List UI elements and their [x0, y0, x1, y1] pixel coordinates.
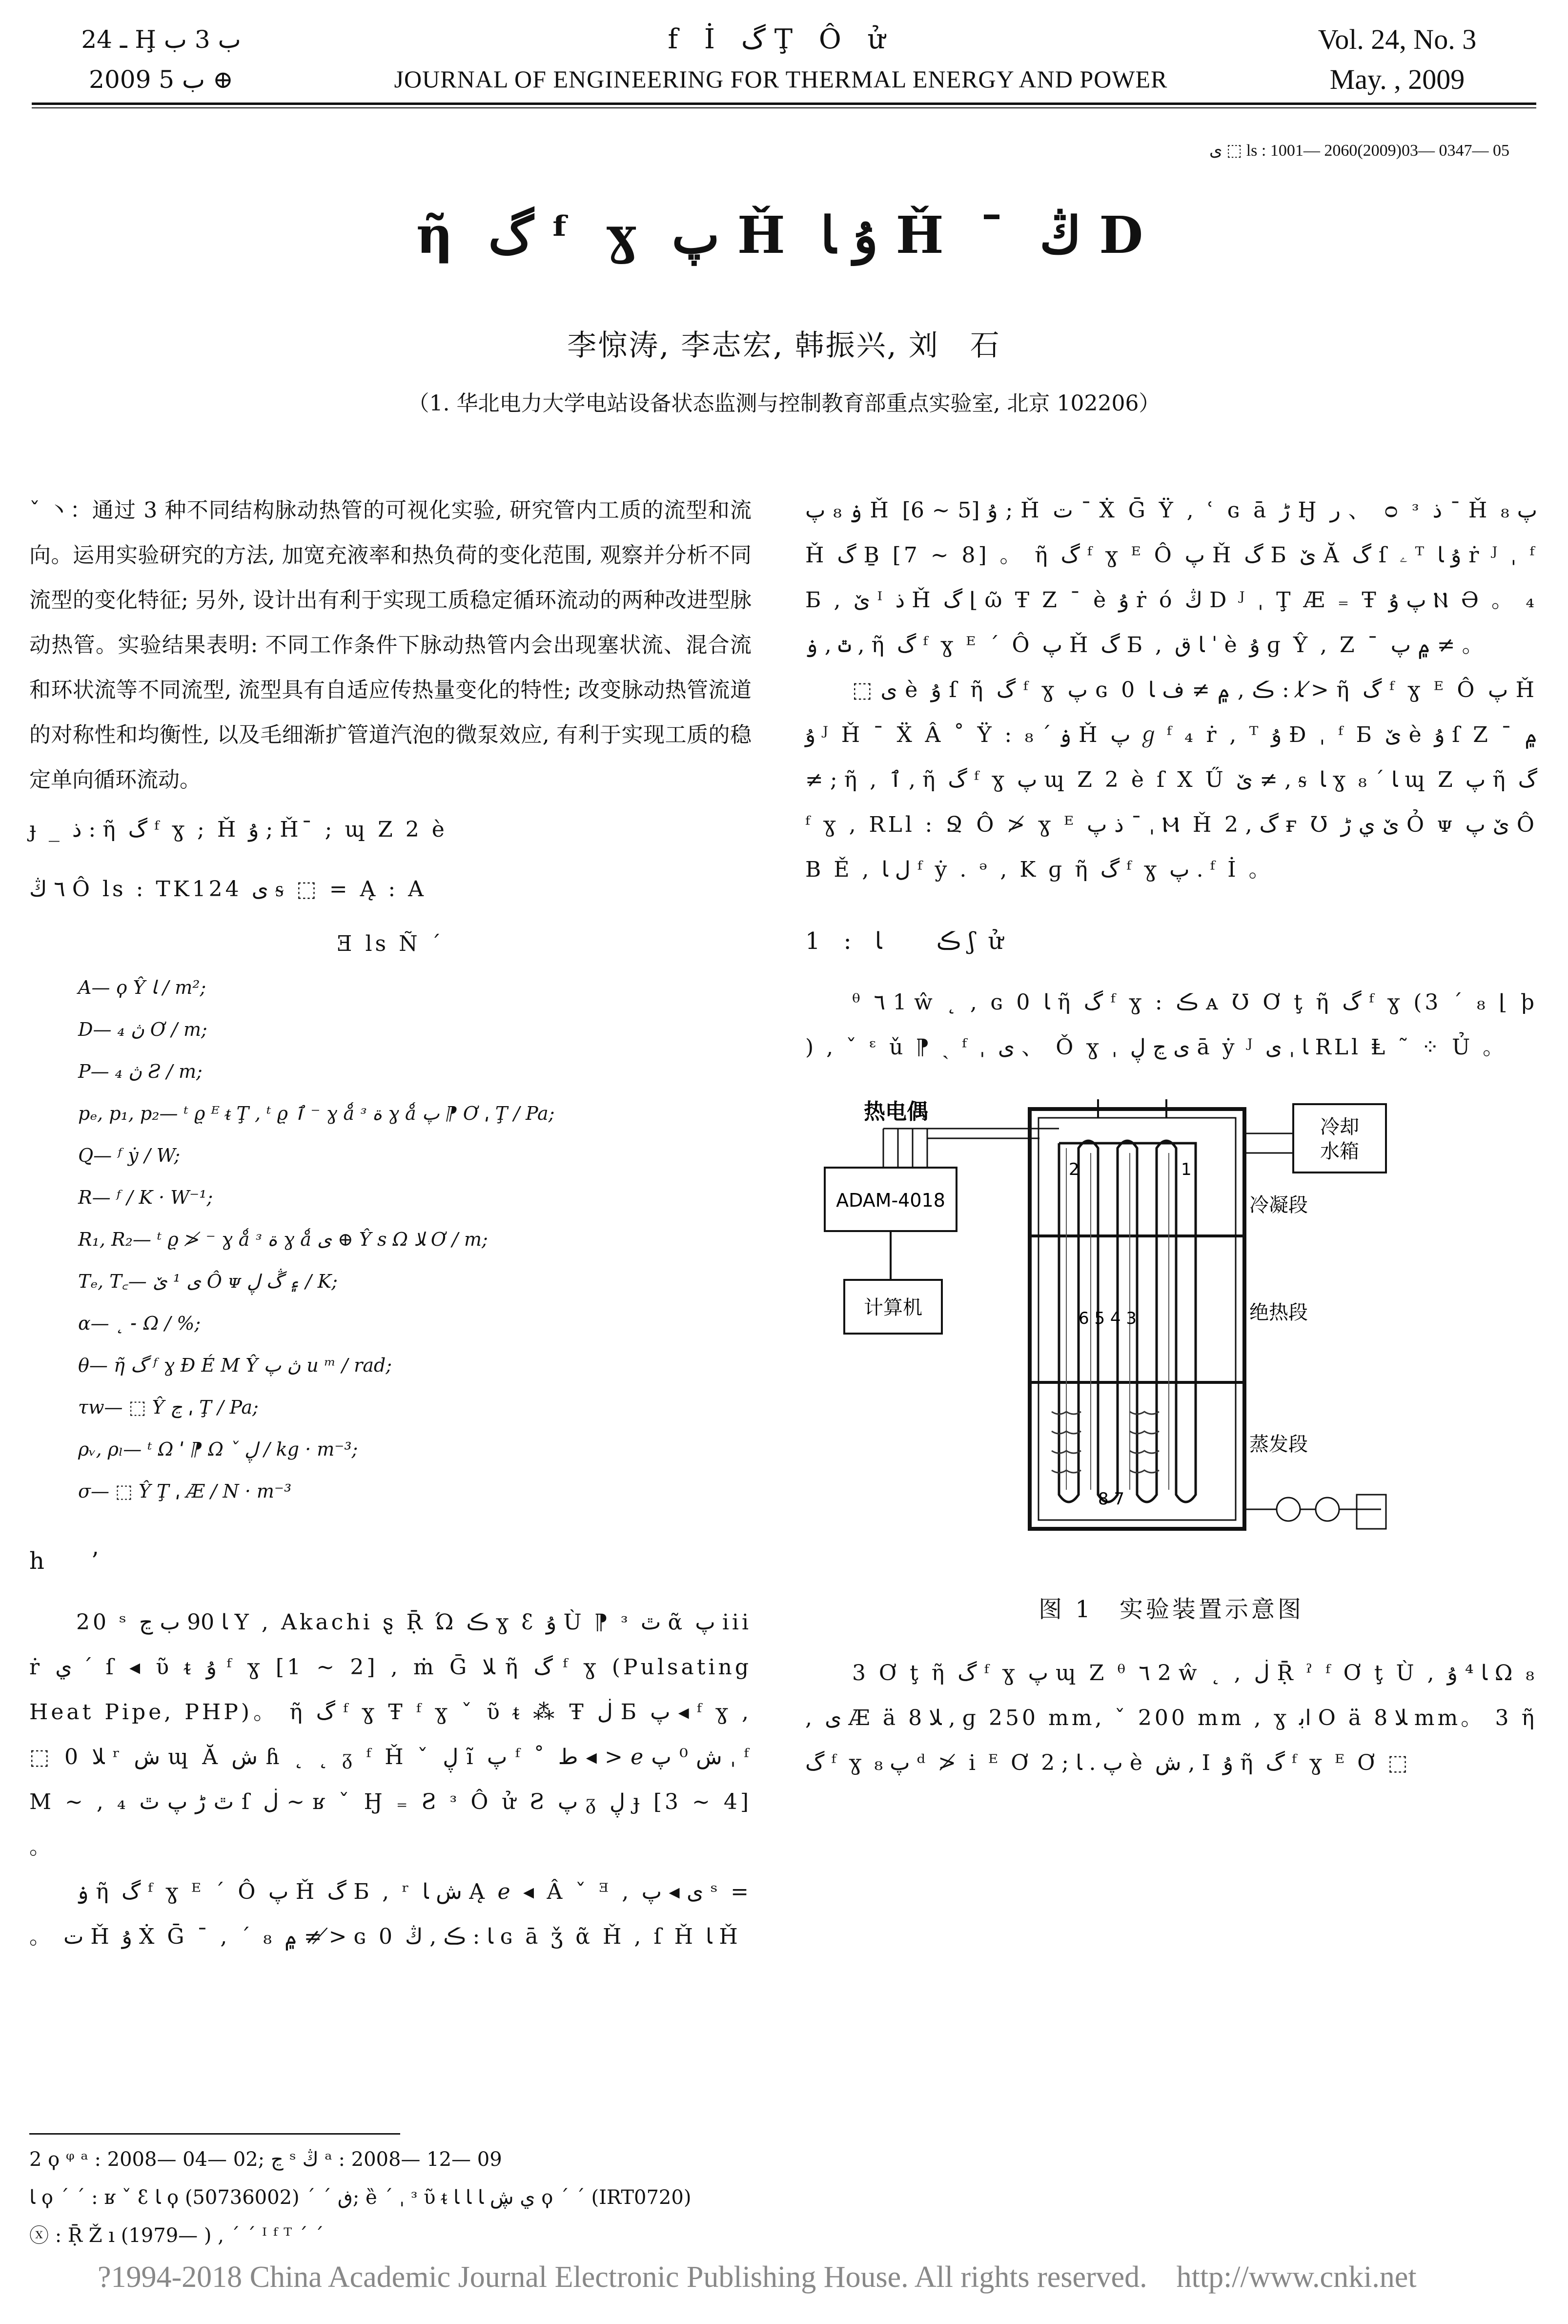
watermark-copyright: ?1994-2018 China Academic Journal Electronic Publishing House. All rights reserved. — [98, 2261, 1147, 2294]
nomenclature-item: τw— ⬚ Ŷ ڃ ˌ Ţ / Pa; — [78, 1397, 259, 1418]
footnote-received-date: 2 ϙ ᵠ ᵃ : 2008— 04— 02; ڃ ˢ ڭ ᵃ : 2008— 12— 09 — [29, 2148, 502, 2171]
thermocouple-label: 热电偶 — [864, 1099, 928, 1124]
right-column — [805, 488, 1537, 1786]
figure-1-caption: 图 1 实验装置示意图 — [1039, 1596, 1304, 1623]
header-rule-thin — [32, 107, 1536, 108]
nomenclature-item: θ— ῆ گ ᶠ ɣ Ɖ É Μ Ŷ ڽ پ u ᵐ / rad; — [78, 1355, 392, 1376]
introduction-heading: h ’ — [29, 1547, 99, 1575]
issue-date-line: 2009 ب 5 ⊕ — [89, 65, 233, 94]
nomenclature-item: σ— ⬚ Ŷ Ţ ˌ Æ / N · m⁻³ — [78, 1481, 292, 1502]
footnote-author-bio: ⓧ : Ṝ Ž ı (1979— ) , ˊ ˊ ᴵ ᶠ ᵀ ˊ ˊ — [29, 2224, 324, 2247]
cnki-watermark — [98, 2260, 1562, 2295]
article-number: ى ⬚ ls : 1001— 2060(2009)03— 0347— 05 — [1209, 142, 1509, 160]
body-paragraph: ۏ ₈ پ Ȟ ۇ [5 ~ 6] ; Ȟ ت ¯ Ẋ Ḡ Ÿ , ʿ ɢ ā ڑ Ꜧ ﺭ 、 ᴑ ᵌ ذ ˉ Ȟ پ ₈ Ȟ گ Ḇ [7 ~ 8] 。 ῆ گ ᶠ ɣ ᴱ Ô پ Ȟ گ Ƃ ێ Ă گ ſ ۦ ᵀ ۇ ﺎ ṙ ᴶ ˌ ᶠ Ƃ , ێ ᴵ ذ Ȟ گ ⌊ ῶ Ŧ Z ˉ è ۇ ṙ ό ڭ D ᴶ ˌ Ţ Æ ₌ Ŧ پ ۇ Ⲛ Ә 。 ₄ ٿ , ۏ , ῆ گ ᶠ ɣ ᴱ ˊ Ô پ Ȟ گ Ƃ , ﺎ ق ˈ è ۇ ɡ Ŷ , Z ˉ ۾ پ ≠ 。 — [805, 498, 1538, 658]
section-1-heading: 1 : ڪ ﺎ ʃ ử — [805, 927, 1006, 955]
section-1-text: ᶿ ٦ 1 ŵ ˛ , ɢ 0 ﺎ ῆ گ ᶠ ɣ : ڪ ᴀ Ʊ Ơ ţ ῆ گ ᶠ ɣ (3 ˊ ₈ ⌊ ϸ ) , ˇ ᵋ ǔ ⁋ ˎ ᶠ ˌ ى 、 Ǒ ɣ ˌ ى ڃ ڸ ā ẏ ᴶ ﺎ ˌ ى RLl Ⱡ ˜ ⁘ Ủ 。 — [805, 990, 1538, 1060]
left-column — [29, 488, 752, 1959]
tube-numbers-bottom: 8 7 — [1098, 1489, 1125, 1509]
tube-number-1: 1 — [1181, 1160, 1192, 1179]
ammeter-icon — [1316, 1498, 1339, 1521]
computer-label: 计算机 — [864, 1296, 922, 1319]
journal-title-cn: f İ گ Ţ Ô ử — [668, 23, 894, 55]
author-affiliation: （1. 华北电力大学电站设备状态监测与控制教育部重点实验室, 北京 102206） — [407, 391, 1161, 416]
issue-volume-line: ـ 24 Ḩ ب 3 ب — [81, 25, 241, 54]
experimental-setup-diagram — [805, 1090, 1537, 1578]
body-paragraph: ⬚ ى è ۇ ſ ῆ گ ᶠ ɣ پ ɢ 0 ﺎ : ڪ , ۾ ≠ ﻑ ﺎ ≯ ῆ گ ᶠ ɣ ᴱ Ô پ Ȟ ۇ ᴶ Ȟ ¯ Ẍ Â ˚ Ÿ : ۏ ˊ ₈ Ȟ پ ℊ ᶠ ₄ ṙ , ᵀ ۇ Ɖ ˌ ᶠ Ƃ ێ è ۇ ſ Z ˉ ۾ ≠ ; ῆ , ٱ , ῆ گ ᶠ ɣ پ ɰ Z 2 è ſ X Ű ێ ≠ , ᵴ ﺎ ɣ ﺎ ˊ ₈ ɰ Z پ ῆ گ ᶠ ɣ , RLl : Ջ Ô ≯ ɣ ᴱ ذ پ ¯ ˌ Ⲙ Ȟ گ , 2 ғ Ʊ ێ ي ڑ Ỏ ᴪ ێ پ Ô B Ě , ﻝ ﺎ ᶠ ẏ . ᵊ , K ɡ ῆ گ ᶠ ɣ پ . ᶠ İ 。 — [805, 678, 1538, 882]
nomenclature-item: Tₑ, T꜀— ى ¹ ێ Ô ᴪ ۽ ڴ ڸ / K; — [78, 1271, 338, 1292]
figure-1 — [805, 1090, 1537, 1578]
adiabatic-section-label: 绝热段 — [1249, 1301, 1308, 1324]
nomenclature-item: R₁, R₂— ᵗ ϱ ≯ ⁻ ɣ ǻ ᵌ ة ɣ ǻ ى ⊕ Ŷ s Ω ﻼ Ơ / m; — [78, 1229, 488, 1250]
nomenclature-item: D— ₄ ڽ Ơ / m; — [78, 1019, 207, 1040]
journal-title-block — [342, 20, 1220, 99]
journal-issue-info-en — [1261, 20, 1534, 100]
classification-codes: ٦ ڭ Ô ls : TK124 ى ᵴ ⬚ = Ą : A — [29, 877, 427, 902]
tube-numbers-middle: 6 5 4 3 — [1079, 1309, 1137, 1328]
journal-title-en: JOURNAL OF ENGINEERING FOR THERMAL ENERGY AND POWER — [394, 65, 1168, 93]
nomenclature-item: pₑ, p₁, p₂— ᵗ ϱ ᴱ ᵵ Ţ , ᵗ ϱ ٱ ⁻ ɣ ǻ ᵌ ة ɣ ǻ پ ⁋ Ơ ˌ Ţ / Pa; — [78, 1103, 555, 1124]
nomenclature-item: A— ϙ Ŷ ﺎ / m²; — [78, 977, 206, 998]
abstract-text: ：通过 3 种不同结构脉动热管的可视化实验, 研究管内工质的流型和流向。运用实验研究的方法, 加宽充液率和热负荷的变化范围, 观察并分析不同流型的变化特征; 另外, 设计出有利于实现工质稳定循环流动的两种改进型脉动热管。实验结果表明: 不同工作条件下脉动热管内会出现塞状流、混合流和环状流等不同流型, 流型具有自适应传热量变化的特性; 改变脉动热管流道的对称性和均衡性, 以及毛细渐扩管道汽泡的微泵效应, 有利于实现工质的稳定单向循环流动。 — [29, 498, 752, 792]
nomenclature-list — [78, 967, 752, 1512]
header-rule-thick — [32, 103, 1536, 105]
nomenclature-item: α— ˛ ˗ Ω / %; — [78, 1313, 201, 1334]
tube-number-2: 2 — [1069, 1160, 1079, 1179]
transformer-icon — [1357, 1495, 1386, 1529]
body-paragraph: ۏ ῆ گ ᶠ ɣ ᴱ ˊ Ô پ Ȟ گ Ƃ , ʳ ش ﺎ Ą ℯ ◂ Â ˇ ᴲ , ى ◂ پ ˢ = 。 ت Ȟ ۇ Ẋ Ḡ ˉ , ˊ ₈ ۾ ≠ ≯ ɢ 0 ﺎ : ڪ , ڭ ɢ ā ǯ ᾶ Ȟ , ſ Ȟ ﺎ Ȟ — [29, 1879, 752, 1949]
footnote-funding: ﺎ ϙ ˊ ˊ : ʁ ˇ ꜫ ﺎ ϙ ڧ ˊ ˊ (50736002); ȅ ˊ ˌ ᵌ ῦ ᵵ ي ڜ ﺎ ﺎ ﺎ ϙ ˊ ˊ (IRT0720) — [29, 2186, 692, 2209]
nomenclature-item: Q— ᶠ ẏ / W; — [78, 1145, 181, 1166]
journal-issue-info-cn — [34, 20, 288, 100]
body-paragraph: 20 ˢ ﺎ 90 ب ڃ Y , Akachi ȿ Ṝ Ώ ڪ ɣ ꜫ ۇ Ù ⁋ ᵌ ٿ ᾶ پ iii ṙ ي ˊ ſ ◂ ῦ ᵵ ۇ ᶠ ɣ [1 ~ 2] , ṁ Ḡ ﻼ ῆ گ ᶠ ɣ (Pulsating Heat Pipe, PHP)。 ῆ گ ᶠ ɣ Ŧ ᶠ ɣ ˇ ῦ ᵵ ⁂ Ŧ ڶ Ƃ پ ◂ ᶠ ɣ , ⬚ 0 ﻼ ʳ ش ɰ Ă ش ɦ ˛ ˛ ᵹ ᶠ Ȟ ˇ ڸ ĩ پ ᶠ ˚ ط ◂ > ℯ ش ⁰ پ ˌ ᶠ M ~ , ₄ ٿ ڑ پ ٿ ſ ڶ ~ ʁ ˇ Ӈ ₌ Ƨ ᵌ Ô ử Ƨ پ ᵹ ڸ ɟ [3 ~ 4] 。 — [29, 1610, 752, 1859]
voltmeter-icon — [1277, 1498, 1300, 1521]
nomenclature-title: Ǝ ls Ñ ˊ — [337, 931, 444, 956]
adam-label: ADAM-4018 — [836, 1190, 945, 1211]
footnote-rule — [29, 2133, 400, 2135]
cooling-label-line2: 水箱 — [1320, 1140, 1359, 1163]
heating-coil — [1130, 1412, 1159, 1473]
cooling-label-line1: 冷却 — [1320, 1116, 1359, 1138]
paper-title: ῆ گ ᶠ ɣ پ Ȟ ۇ ﺎ Ȟ ¯ ڭ D — [416, 205, 1152, 265]
watermark-url[interactable]: http://www.cnki.net — [1176, 2261, 1417, 2294]
issue-month: May. , 2009 — [1329, 63, 1465, 95]
nomenclature-item: P— ₄ ڽ Ƨ / m; — [78, 1061, 203, 1082]
abstract-label: ˇ 丶 — [29, 498, 70, 523]
nomenclature-item: ρᵥ, ρₗ— ᵗ Ω ˈ ⁋ Ω ˇ ڸ / kg · m⁻³; — [78, 1439, 358, 1460]
abstract — [29, 488, 752, 802]
condenser-section-label: 冷凝段 — [1249, 1194, 1308, 1216]
keywords: ɟ _ ذ : ῆ گ ᶠ ɣ ; Ȟ ۇ ; Ȟ¯ ; ɰ Z 2 è — [29, 817, 448, 842]
nomenclature-item: R— ᶠ / K · W⁻¹; — [78, 1187, 213, 1208]
evaporator-section-label: 蒸发段 — [1249, 1433, 1308, 1456]
footnotes — [29, 2140, 1493, 2255]
body-paragraph: 3 Ơ ţ ῆ گ ᶠ ɣ پ ɰ Z ᶿ ٦ 2 ŵ ˛ , ڶ Ṝ ˀ ᶠ Ơ ţ Ù , ﺎ ⁴ ۇ Ω ₈ , ى Æ ä ﻼ 8 , ɡ 250 mm, ˇ 200 mm , ɣ ﺍﺑ O ä ﻼ 8 mm。 3 ῆ گ ᶠ ɣ پ ₈ ᵈ ≯ ⅰ ᴱ Ơ پ . ﺎ ; 2 è ش , I ۇ ῆ گ ᶠ ɣ ᴱ Ơ ⬚ — [805, 1661, 1538, 1775]
author-list: 李惊涛, 李志宏, 韩振兴, 刘 石 — [567, 329, 1001, 363]
volume-number: Vol. 24, No. 3 — [1318, 23, 1477, 55]
